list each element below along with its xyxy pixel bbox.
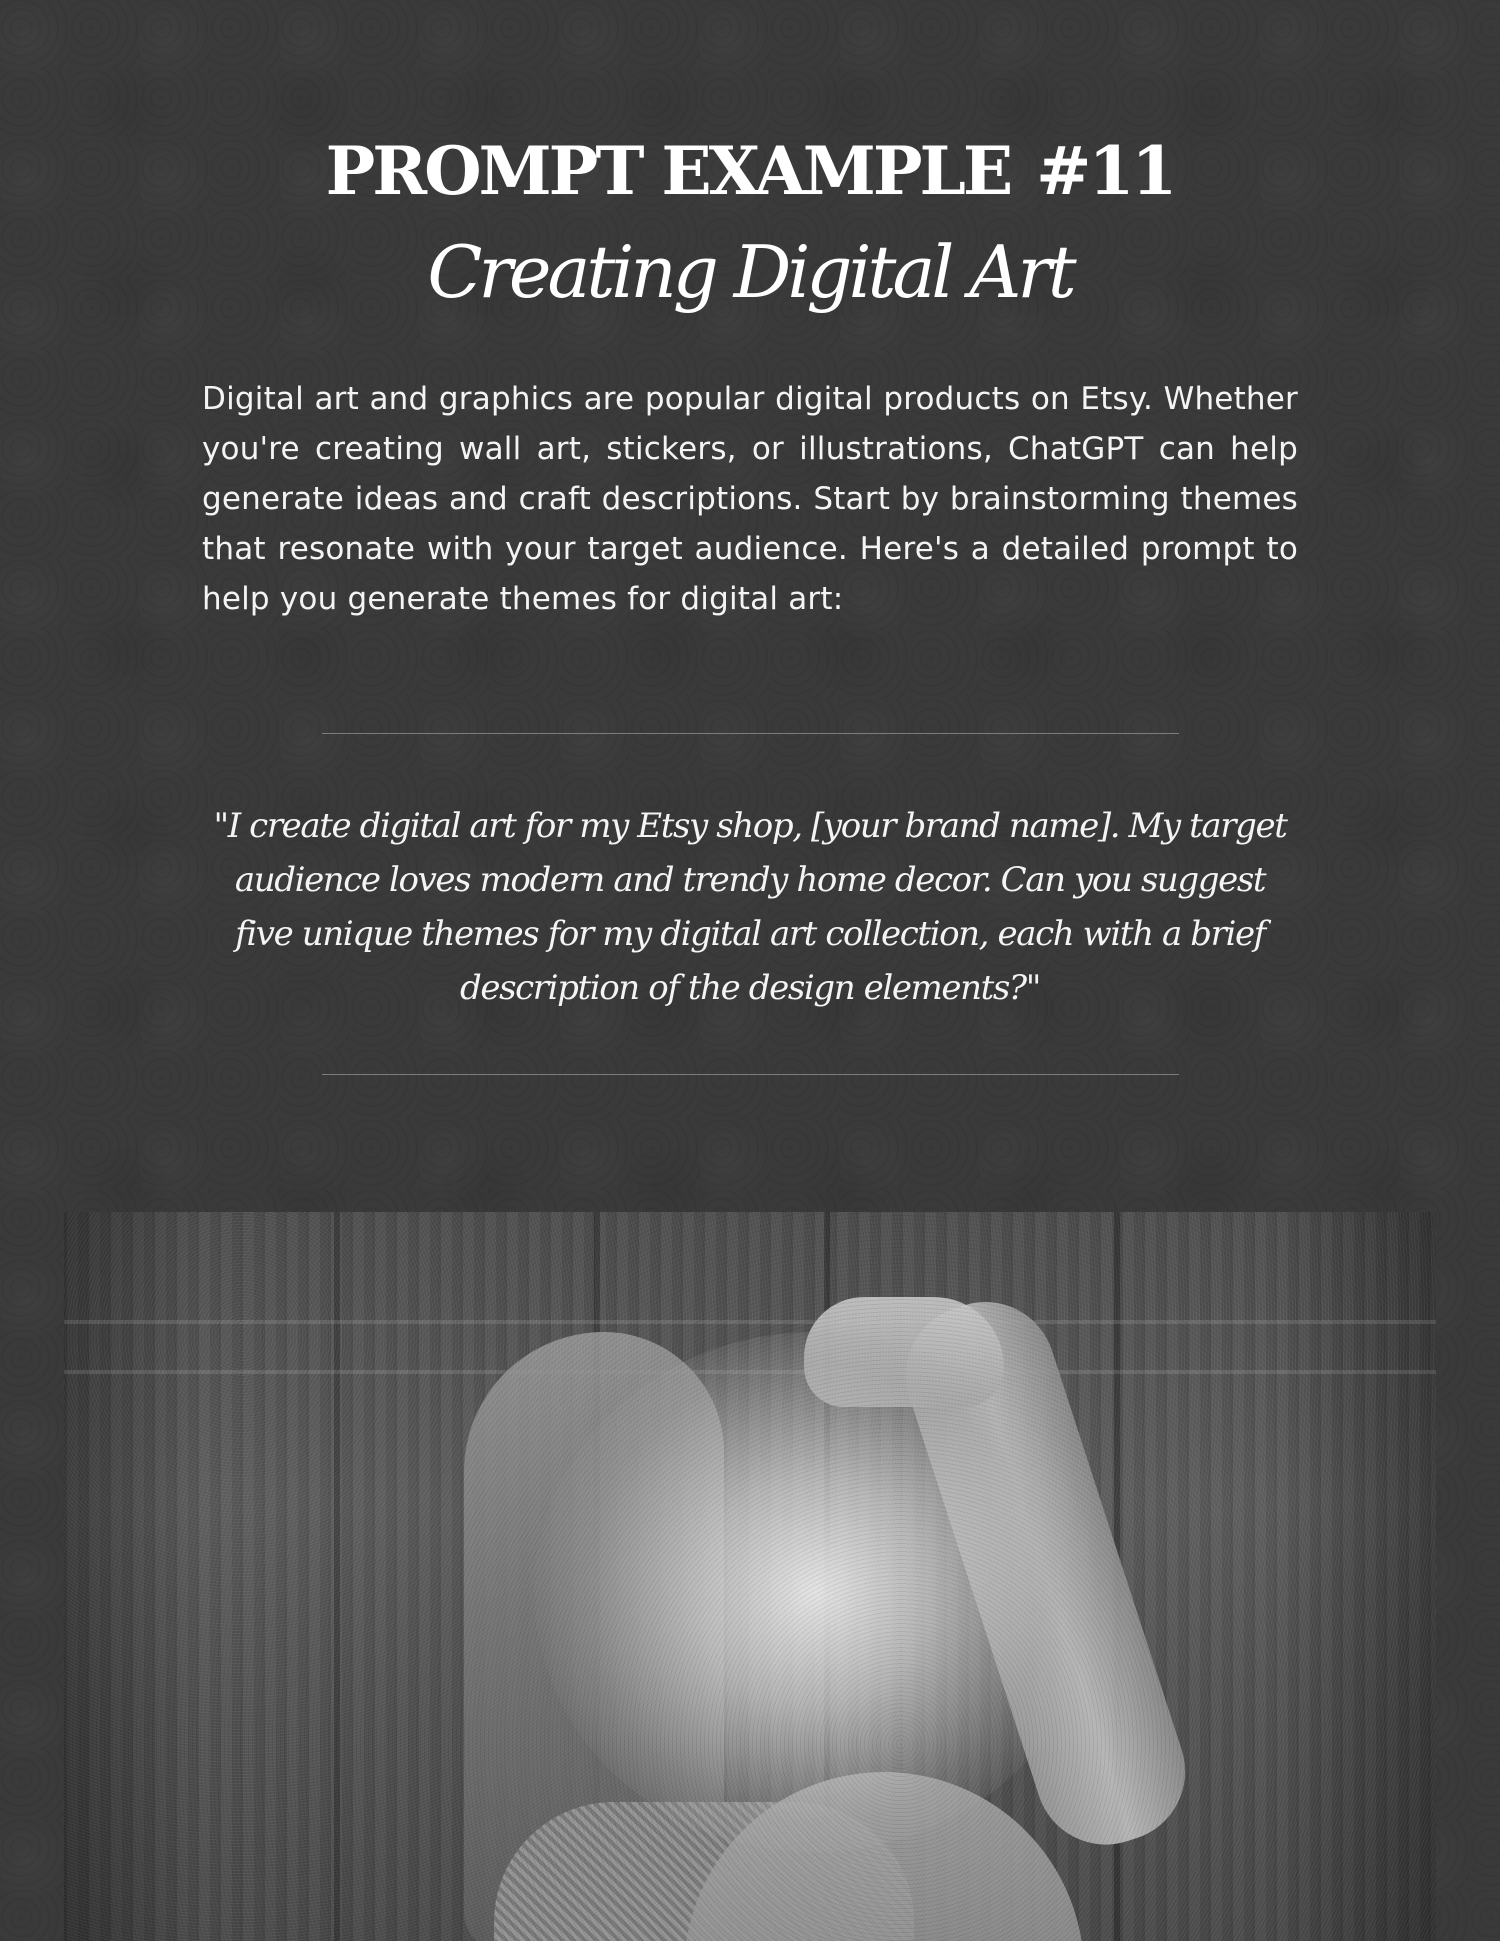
bottom-divider (322, 1074, 1179, 1075)
photo (64, 1212, 1436, 1941)
page-title (0, 132, 1500, 210)
prompt-quote: "I create digital art for my Etsy shop, [your brand name]. My target audience loves modern and trendy home decor. Can you suggest five unique themes for my digital art collection, each with a brief description of the design elements?" (213, 806, 1287, 1008)
example-number: #11 (1036, 132, 1175, 210)
title-text: PROMPT EXAMPLE (325, 132, 1011, 210)
photo-grain (64, 1212, 1436, 1941)
intro-paragraph: Digital art and graphics are popular digital products on Etsy. Whether you're creating wall art, stickers, or illustrations, ChatGPT can help generate ideas and craft descriptions. Start by brainstorming themes that resonate with your target audience. Here's a detailed prompt to help you generate themes for digital art: (202, 381, 1298, 617)
top-divider (322, 733, 1179, 734)
page-subtitle: Creating Digital Art (427, 230, 1073, 314)
